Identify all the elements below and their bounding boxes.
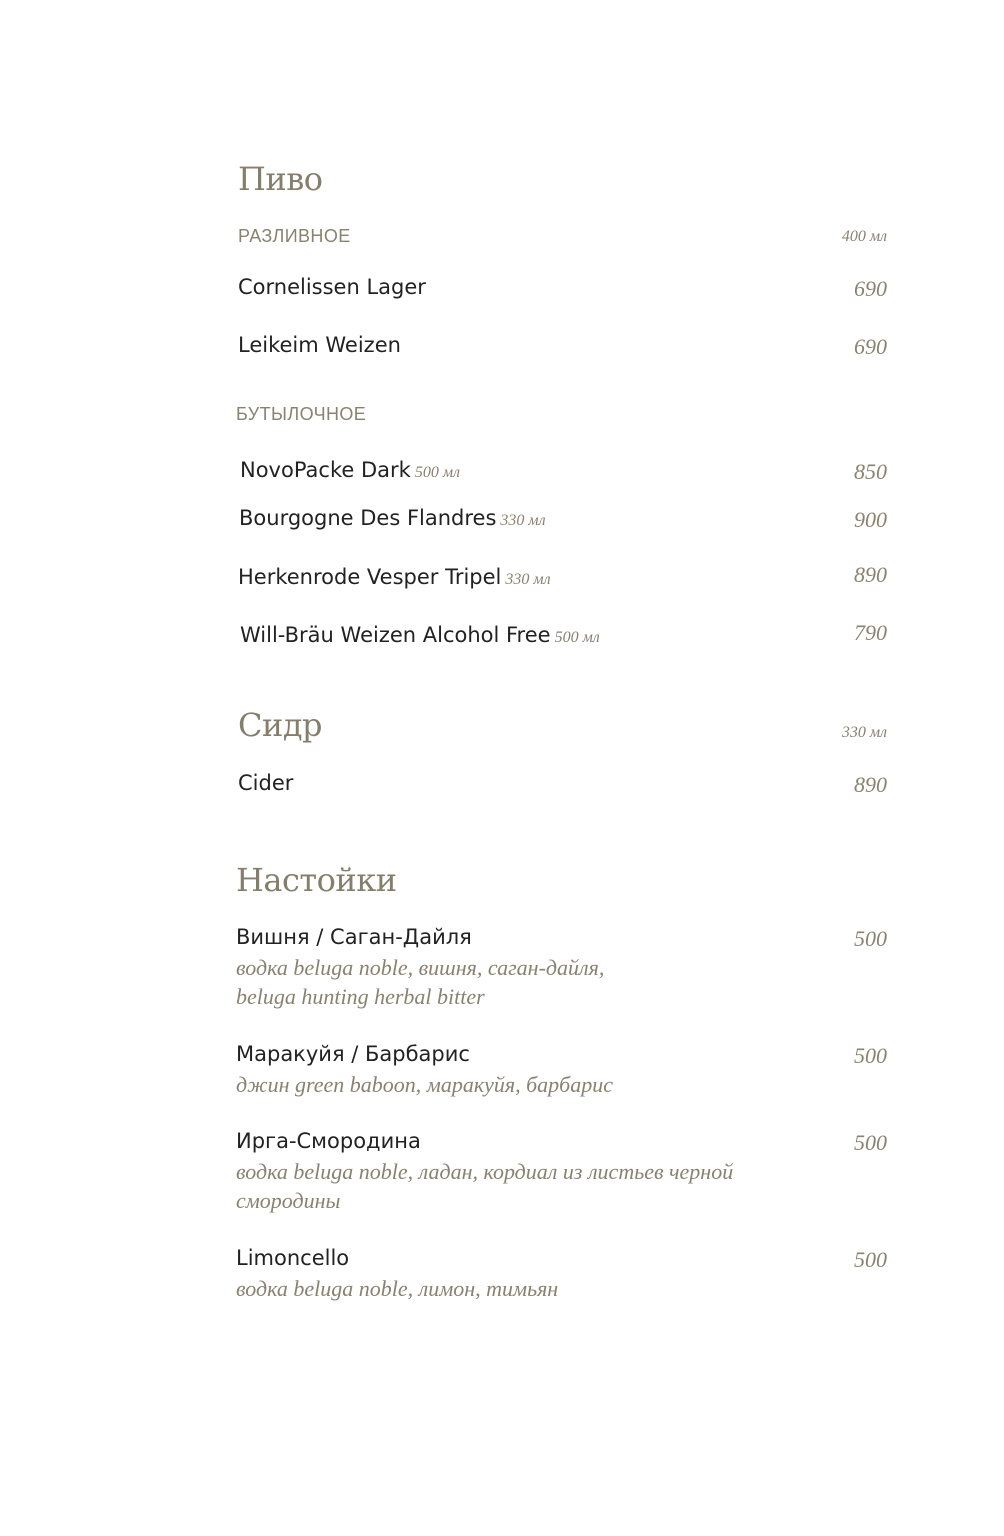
menu-item-name: Cider <box>238 771 294 795</box>
menu-item-price: 690 <box>854 276 887 301</box>
menu-item-price: 500 <box>854 1043 887 1068</box>
menu-item-volume: 500 мл <box>414 464 460 481</box>
menu-item-price: 890 <box>854 562 887 587</box>
menu-item-price: 790 <box>854 620 887 645</box>
menu-item-name: Limoncello <box>236 1246 350 1270</box>
menu-item-price: 850 <box>854 459 887 484</box>
beer-section-title: Пиво <box>238 160 323 198</box>
menu-item-price: 690 <box>854 334 887 359</box>
draft-volume: 400 мл <box>841 228 887 245</box>
menu-item-name: Bourgogne Des Flandres 330 мл <box>239 506 546 530</box>
menu-item-name: Will-Bräu Weizen Alcohol Free 500 мл <box>240 623 600 647</box>
menu-item-description: водка beluga noble, ладан, кордиал из листьев черной <box>236 1159 734 1184</box>
draft-subheading: РАЗЛИВНОЕ <box>238 226 351 246</box>
menu-item-name: Leikeim Weizen <box>238 333 401 357</box>
menu-item-description: водка beluga noble, вишня, саган-дайля, <box>236 955 605 980</box>
menu-item-name: Ирга-Смородина <box>236 1129 421 1153</box>
menu-item-volume: 330 мл <box>500 512 546 529</box>
menu-item-volume: 330 мл <box>505 571 551 588</box>
menu-item-description: джин green baboon, маракуйя, барбарис <box>236 1072 613 1097</box>
menu-item-description: beluga hunting herbal bitter <box>236 984 485 1009</box>
menu-item-name: Маракуйя / Барбарис <box>236 1042 470 1066</box>
menu-item-price: 500 <box>854 1130 887 1155</box>
tinctures-section-title: Настойки <box>236 861 397 899</box>
menu-item-price: 500 <box>854 926 887 951</box>
menu-item-price: 890 <box>854 772 887 797</box>
menu-item-price: 900 <box>854 507 887 532</box>
menu-item-name: Вишня / Саган-Дайля <box>236 925 472 949</box>
menu-item-description: смородины <box>236 1188 341 1213</box>
cider-volume: 330 мл <box>841 724 887 741</box>
menu-item-price: 500 <box>854 1247 887 1272</box>
cider-section-title: Сидр <box>238 706 322 744</box>
bottled-subheading: БУТЫЛОЧНОЕ <box>236 404 367 424</box>
menu-item-name: Herkenrode Vesper Tripel 330 мл <box>238 565 551 589</box>
menu-item-description: водка beluga noble, лимон, тимьян <box>236 1276 559 1301</box>
menu-item-name: Cornelissen Lager <box>238 275 426 299</box>
menu-item-name: NovoPacke Dark 500 мл <box>240 458 460 482</box>
menu-item-volume: 500 мл <box>554 629 600 646</box>
